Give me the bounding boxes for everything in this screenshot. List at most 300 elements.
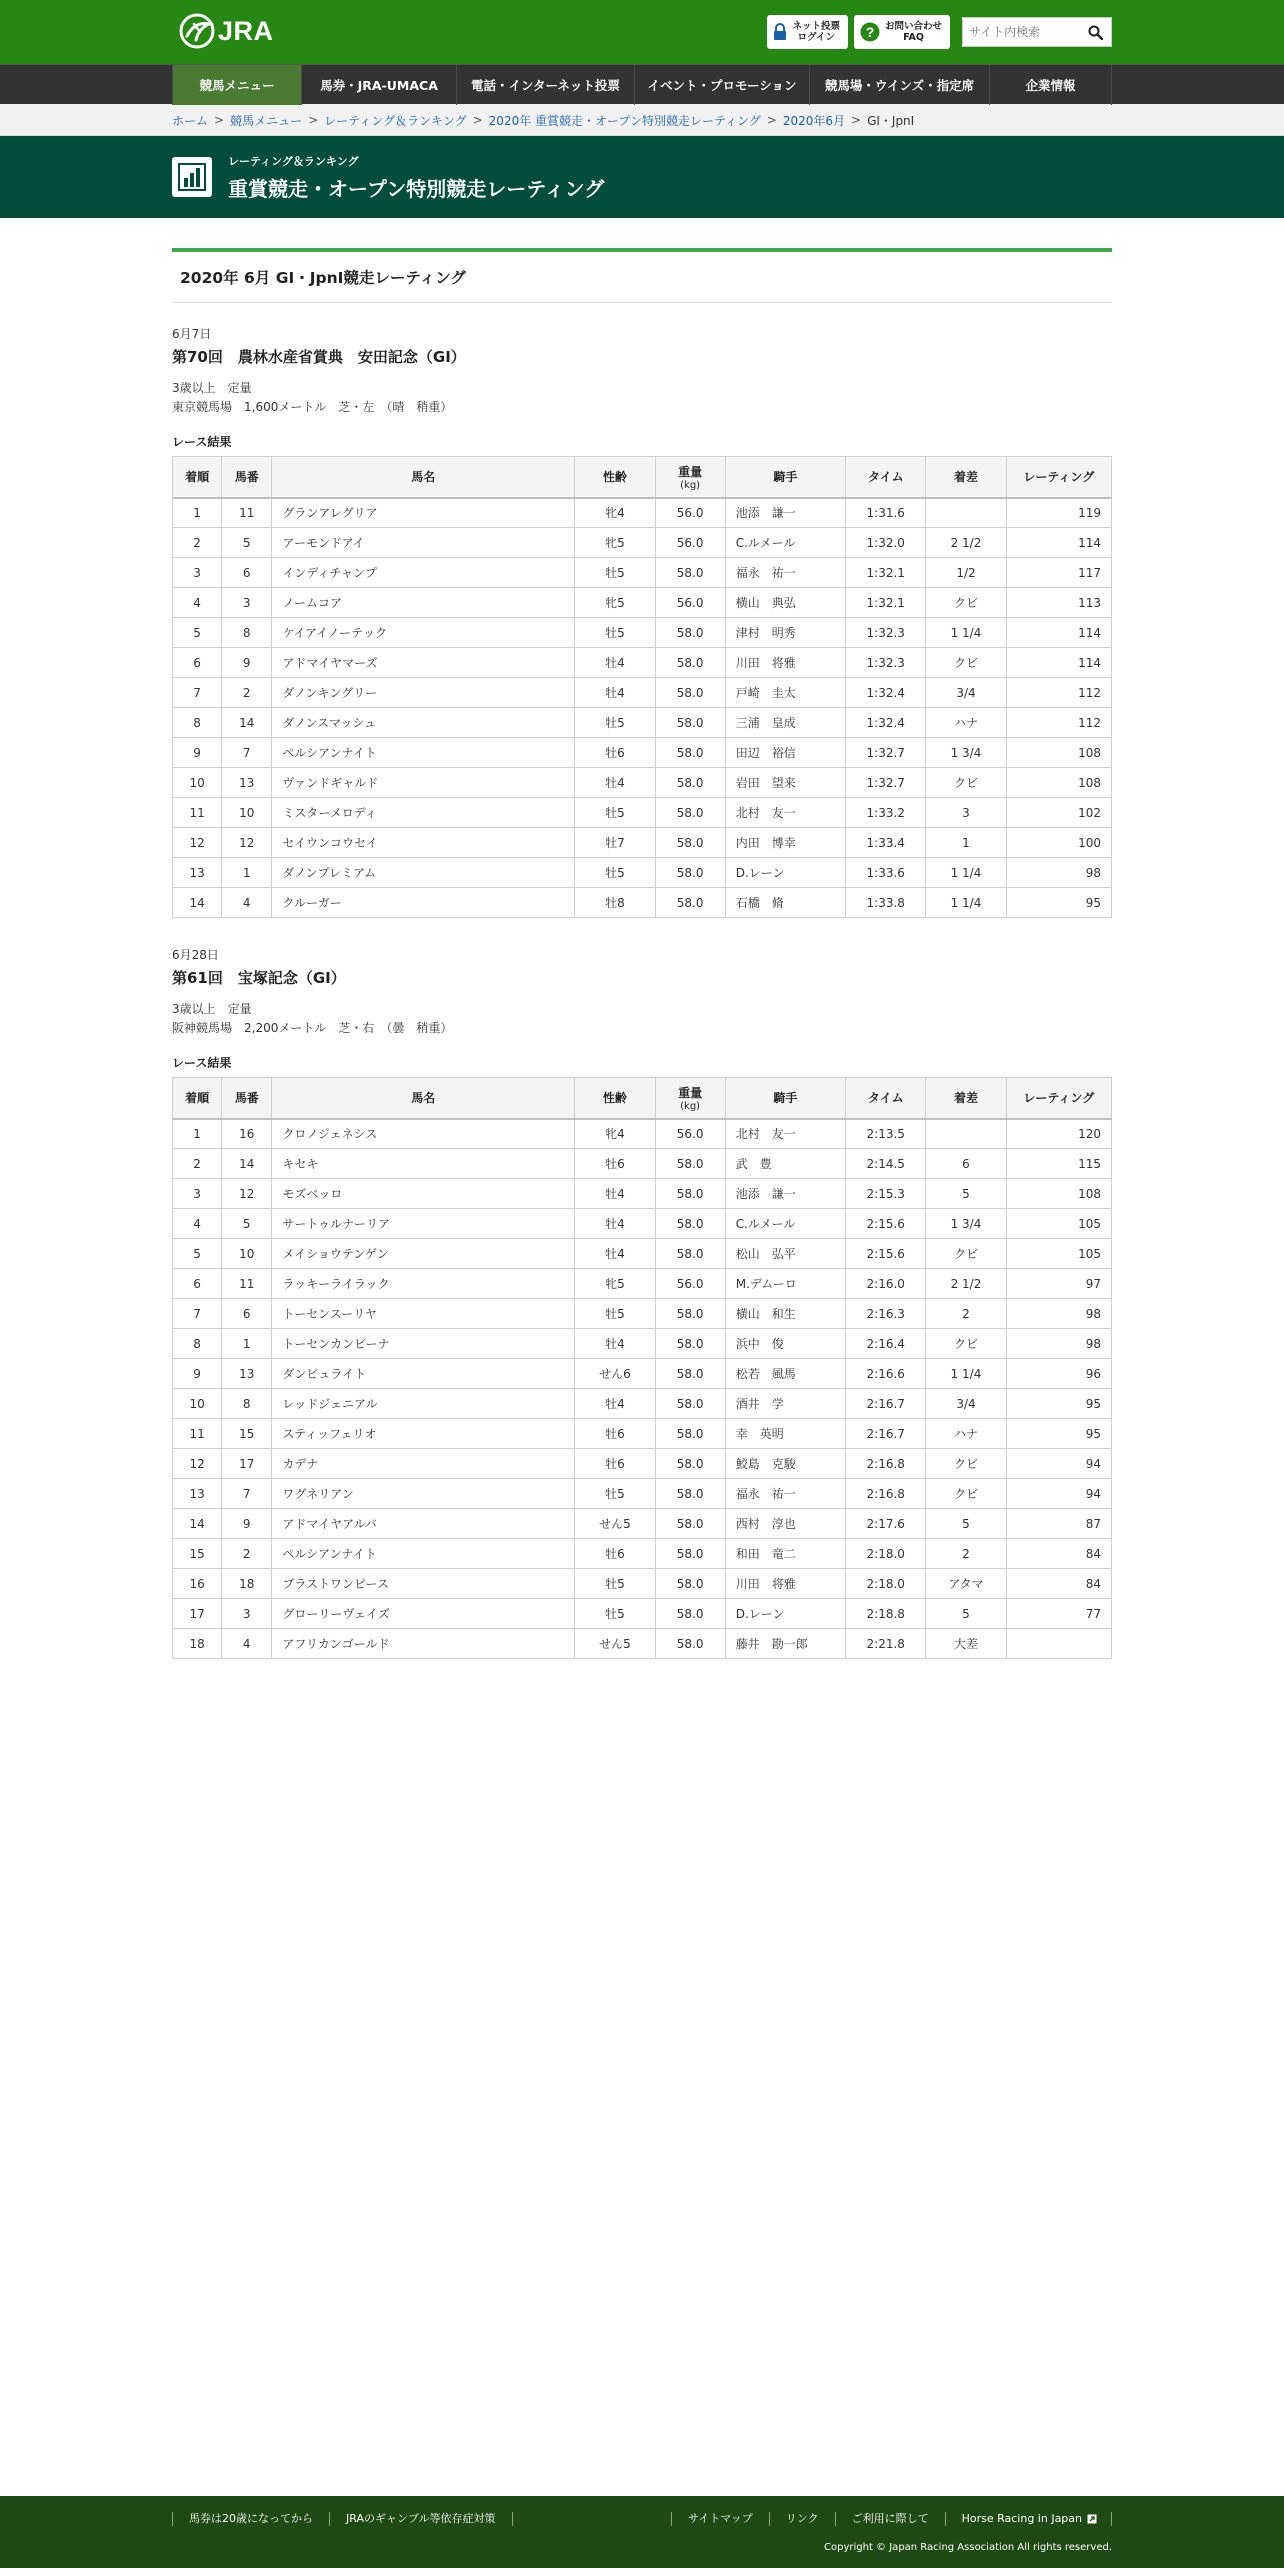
header-rank: 着順: [173, 457, 222, 498]
cell-horse-number: 9: [222, 648, 272, 678]
bar-chart-icon: [172, 157, 212, 197]
cell-horse-number: 3: [222, 1599, 272, 1629]
cell-horse-name: グローリーヴェイズ: [272, 1599, 575, 1629]
cell-sex-age: 牡7: [575, 828, 655, 858]
cell-horse-name: ダノンキングリー: [272, 678, 575, 708]
breadcrumb-current: GⅠ・JpnⅠ: [867, 113, 915, 128]
table-row: [173, 888, 1112, 918]
cell-jockey: 幸 英明: [725, 1419, 845, 1449]
cell-rank: 5: [173, 1239, 222, 1269]
cell-rating: 114: [1006, 528, 1111, 558]
cell-weight: 58.0: [655, 828, 725, 858]
race-date: 6月7日: [172, 327, 212, 341]
cell-horse-name: カデナ: [272, 1449, 575, 1479]
cell-horse-number: 3: [222, 588, 272, 618]
cell-time: 2:16.7: [846, 1389, 926, 1419]
table-row: [173, 618, 1112, 648]
cell-time: 1:32.3: [846, 648, 926, 678]
cell-margin: 3/4: [926, 1389, 1006, 1419]
cell-jockey: 武 豊: [725, 1149, 845, 1179]
cell-rating: 108: [1006, 768, 1111, 798]
cell-horse-number: 1: [222, 858, 272, 888]
header-rating: レーティング: [1006, 1078, 1111, 1119]
cell-horse-name: トーセンスーリヤ: [272, 1299, 575, 1329]
table-row: [173, 1509, 1112, 1539]
race-conditions: [172, 379, 1112, 417]
cell-time: 2:14.5: [846, 1149, 926, 1179]
header-jockey: 騎手: [725, 457, 845, 498]
table-row: [173, 1479, 1112, 1509]
cell-time: 2:18.0: [846, 1539, 926, 1569]
cell-weight: 58.0: [655, 1209, 725, 1239]
breadcrumb-separator: >: [308, 113, 319, 127]
cell-rating: 95: [1006, 1389, 1111, 1419]
header-time: タイム: [846, 457, 926, 498]
cell-margin: クビ: [926, 1329, 1006, 1359]
lock-icon: [773, 23, 787, 41]
cell-margin: 3/4: [926, 678, 1006, 708]
cell-time: 1:32.3: [846, 618, 926, 648]
cell-sex-age: 牝4: [575, 498, 655, 528]
footer-link-age-notice[interactable]: 馬券は20歳になってから: [172, 2512, 329, 2526]
footer-link-gambling-measures[interactable]: JRAのギャンブル等依存症対策: [329, 2512, 513, 2526]
breadcrumb: [0, 104, 1284, 136]
race-result-table: [172, 456, 1112, 918]
cell-margin: 5: [926, 1509, 1006, 1539]
cell-weight: 58.0: [655, 1539, 725, 1569]
nav-item-phone-internet[interactable]: 電話・インターネット投票: [457, 65, 635, 105]
cell-horse-name: クロノジェネシス: [272, 1119, 575, 1149]
table-row: [173, 1149, 1112, 1179]
cell-jockey: 三浦 皇成: [725, 708, 845, 738]
table-row: [173, 858, 1112, 888]
cell-margin: 1 1/4: [926, 1359, 1006, 1389]
nav-item-events[interactable]: イベント・プロモーション: [635, 65, 810, 105]
cell-horse-name: ダノンスマッシュ: [272, 708, 575, 738]
cell-horse-number: 6: [222, 558, 272, 588]
cell-rating: 114: [1006, 648, 1111, 678]
faq-button[interactable]: [854, 15, 950, 49]
cell-rating: 112: [1006, 678, 1111, 708]
cell-horse-name: サートゥルナーリア: [272, 1209, 575, 1239]
cell-jockey: 岩田 望来: [725, 768, 845, 798]
cell-margin: 1: [926, 828, 1006, 858]
svg-text:?: ?: [865, 24, 875, 40]
logo-text: JRA: [218, 15, 274, 46]
cell-weight: 56.0: [655, 588, 725, 618]
cell-rating: 77: [1006, 1599, 1111, 1629]
cell-sex-age: 牡5: [575, 1299, 655, 1329]
nav-item-baken[interactable]: 馬券・JRA-UMACA: [302, 65, 457, 105]
header-weight: [655, 457, 725, 498]
external-link-icon: [1087, 2514, 1097, 2524]
race-result-table: [172, 1077, 1112, 1659]
cell-sex-age: 牝5: [575, 1269, 655, 1299]
cell-horse-number: 6: [222, 1299, 272, 1329]
header-num: 馬番: [222, 1078, 272, 1119]
cell-jockey: 藤井 勘一郎: [725, 1629, 845, 1659]
cell-time: 2:16.7: [846, 1419, 926, 1449]
cell-horse-name: モズベッロ: [272, 1179, 575, 1209]
table-header-row: [173, 457, 1112, 498]
cell-horse-name: インディチャンプ: [272, 558, 575, 588]
table-row: [173, 1359, 1112, 1389]
cell-horse-name: ダノンプレミアム: [272, 858, 575, 888]
race-section: [172, 325, 1112, 918]
cell-weight: 58.0: [655, 1299, 725, 1329]
cell-jockey: 松山 弘平: [725, 1239, 845, 1269]
race-conditions: [172, 1000, 1112, 1038]
table-row: [173, 1629, 1112, 1659]
cell-weight: 58.0: [655, 1479, 725, 1509]
cell-sex-age: 牡4: [575, 1209, 655, 1239]
footer-link-horse-racing-in-japan[interactable]: [945, 2512, 1112, 2526]
jra-logo-mark-icon: [178, 12, 216, 50]
cell-rank: 13: [173, 1479, 222, 1509]
cell-time: 1:33.4: [846, 828, 926, 858]
cell-rank: 8: [173, 708, 222, 738]
cell-rating: 108: [1006, 738, 1111, 768]
header-time: タイム: [846, 1078, 926, 1119]
cell-jockey: 北村 友一: [725, 798, 845, 828]
cell-horse-number: 17: [222, 1449, 272, 1479]
cell-time: 1:32.4: [846, 708, 926, 738]
cell-sex-age: 牡4: [575, 648, 655, 678]
cell-time: 2:15.3: [846, 1179, 926, 1209]
race-result-label: レース結果: [172, 435, 232, 449]
cell-jockey: 酒井 学: [725, 1389, 845, 1419]
cell-horse-number: 11: [222, 1269, 272, 1299]
cell-sex-age: 牡6: [575, 1149, 655, 1179]
nav-item-corporate[interactable]: 企業情報: [990, 65, 1112, 105]
race-condition-course: 東京競馬場 1,600メートル 芝・左 （晴 稍重）: [172, 400, 453, 414]
cell-rating: 102: [1006, 798, 1111, 828]
cell-horse-number: 5: [222, 1209, 272, 1239]
cell-horse-number: 8: [222, 1389, 272, 1419]
cell-rank: 6: [173, 648, 222, 678]
cell-weight: 58.0: [655, 738, 725, 768]
cell-weight: 58.0: [655, 1419, 725, 1449]
nav-item-racecourse[interactable]: 競馬場・ウインズ・指定席: [810, 65, 990, 105]
cell-horse-number: 10: [222, 1239, 272, 1269]
cell-sex-age: 牡4: [575, 1239, 655, 1269]
breadcrumb-separator: >: [851, 113, 862, 127]
cell-jockey: 池添 謙一: [725, 1179, 845, 1209]
cell-rank: 15: [173, 1539, 222, 1569]
cell-jockey: C.ルメール: [725, 528, 845, 558]
races-container: [172, 325, 1112, 1659]
cell-margin: 3: [926, 798, 1006, 828]
page-title-band: [0, 136, 1284, 218]
table-row: [173, 528, 1112, 558]
breadcrumb-2020-ratings[interactable]: 2020年 重賞競走・オープン特別競走レーティング: [488, 113, 761, 128]
cell-time: 2:16.8: [846, 1449, 926, 1479]
cell-horse-number: 8: [222, 618, 272, 648]
cell-rating: 100: [1006, 828, 1111, 858]
cell-jockey: 戸崎 圭太: [725, 678, 845, 708]
cell-time: 2:15.6: [846, 1239, 926, 1269]
cell-rank: 9: [173, 738, 222, 768]
cell-horse-name: アフリカンゴールド: [272, 1629, 575, 1659]
cell-horse-name: クルーガー: [272, 888, 575, 918]
cell-rank: 2: [173, 528, 222, 558]
cell-time: 2:17.6: [846, 1509, 926, 1539]
cell-jockey: 福永 祐一: [725, 1479, 845, 1509]
net-vote-label-2: ログイン: [797, 32, 835, 43]
cell-sex-age: 牝5: [575, 528, 655, 558]
cell-sex-age: 牡5: [575, 708, 655, 738]
cell-horse-name: セイウンコウセイ: [272, 828, 575, 858]
cell-time: 1:32.4: [846, 678, 926, 708]
table-row: [173, 828, 1112, 858]
cell-jockey: M.デムーロ: [725, 1269, 845, 1299]
cell-sex-age: 牡6: [575, 1539, 655, 1569]
cell-sex-age: 牡5: [575, 1599, 655, 1629]
cell-horse-number: 10: [222, 798, 272, 828]
cell-margin: 1/2: [926, 558, 1006, 588]
cell-rating: 94: [1006, 1449, 1111, 1479]
header-weight-label: 重量: [678, 464, 703, 479]
cell-rating: 113: [1006, 588, 1111, 618]
cell-weight: 56.0: [655, 1119, 725, 1149]
race-result-label: レース結果: [172, 1056, 232, 1070]
cell-horse-number: 12: [222, 1179, 272, 1209]
cell-sex-age: 牡5: [575, 558, 655, 588]
breadcrumb-keiba-menu[interactable]: 競馬メニュー: [230, 113, 303, 128]
header-weight-unit: (kg): [680, 1100, 701, 1112]
cell-time: 2:16.0: [846, 1269, 926, 1299]
header-sexage: 性齢: [575, 457, 655, 498]
table-row: [173, 558, 1112, 588]
cell-jockey: 福永 祐一: [725, 558, 845, 588]
cell-time: 1:32.7: [846, 738, 926, 768]
table-row: [173, 1419, 1112, 1449]
cell-sex-age: 牡5: [575, 858, 655, 888]
table-row: [173, 1449, 1112, 1479]
cell-weight: 58.0: [655, 888, 725, 918]
cell-margin: 5: [926, 1179, 1006, 1209]
cell-sex-age: 牡6: [575, 1449, 655, 1479]
cell-horse-name: メイショウテンゲン: [272, 1239, 575, 1269]
table-row: [173, 1599, 1112, 1629]
race-section: [172, 946, 1112, 1659]
header-rank: 着順: [173, 1078, 222, 1119]
table-row: [173, 798, 1112, 828]
cell-sex-age: 牡4: [575, 1389, 655, 1419]
cell-rating: 95: [1006, 1419, 1111, 1449]
cell-sex-age: 牡8: [575, 888, 655, 918]
cell-time: 2:16.4: [846, 1329, 926, 1359]
table-row: [173, 1389, 1112, 1419]
net-vote-login-button[interactable]: [767, 15, 848, 49]
cell-margin: クビ: [926, 1239, 1006, 1269]
cell-sex-age: せん5: [575, 1629, 655, 1659]
cell-rating: 105: [1006, 1239, 1111, 1269]
race-condition-course: 阪神競馬場 2,200メートル 芝・右 （曇 稍重）: [172, 1021, 453, 1035]
global-nav: [0, 64, 1284, 104]
cell-rating: 94: [1006, 1479, 1111, 1509]
cell-horse-name: トーセンカンビーナ: [272, 1329, 575, 1359]
cell-margin: 2 1/2: [926, 1269, 1006, 1299]
cell-time: 1:32.7: [846, 768, 926, 798]
race-date: 6月28日: [172, 948, 219, 962]
cell-horse-number: 1: [222, 1329, 272, 1359]
cell-horse-name: ヴァンドギャルド: [272, 768, 575, 798]
cell-rank: 10: [173, 768, 222, 798]
cell-jockey: D.レーン: [725, 858, 845, 888]
cell-rank: 3: [173, 1179, 222, 1209]
cell-horse-name: アドマイヤアルバ: [272, 1509, 575, 1539]
footer-link-terms[interactable]: ご利用に際して: [835, 2512, 945, 2526]
table-row: [173, 708, 1112, 738]
cell-rating: 117: [1006, 558, 1111, 588]
table-row: [173, 1269, 1112, 1299]
cell-margin: クビ: [926, 768, 1006, 798]
breadcrumb-home[interactable]: ホーム: [172, 113, 209, 128]
cell-margin: 1 3/4: [926, 738, 1006, 768]
cell-sex-age: 牡5: [575, 1479, 655, 1509]
jra-logo[interactable]: [178, 12, 274, 50]
cell-horse-number: 7: [222, 1479, 272, 1509]
search-icon[interactable]: [1081, 25, 1109, 40]
cell-rank: 9: [173, 1359, 222, 1389]
cell-horse-name: レッドジェニアル: [272, 1389, 575, 1419]
cell-sex-age: 牡6: [575, 738, 655, 768]
cell-horse-number: 2: [222, 678, 272, 708]
cell-weight: 58.0: [655, 1449, 725, 1479]
breadcrumb-separator: >: [214, 113, 225, 127]
header-margin: 着差: [926, 1078, 1006, 1119]
cell-jockey: 川田 将雅: [725, 1569, 845, 1599]
cell-horse-number: 9: [222, 1509, 272, 1539]
cell-time: 1:33.6: [846, 858, 926, 888]
nav-item-keiba-menu[interactable]: 競馬メニュー: [172, 65, 302, 105]
cell-time: 1:32.1: [846, 558, 926, 588]
header-rating: レーティング: [1006, 457, 1111, 498]
table-row: [173, 498, 1112, 528]
cell-margin: アタマ: [926, 1569, 1006, 1599]
table-row: [173, 678, 1112, 708]
cell-rating: [1006, 1629, 1111, 1659]
header-name: 馬名: [272, 457, 575, 498]
site-footer: [0, 2496, 1284, 2568]
cell-rating: 98: [1006, 858, 1111, 888]
cell-horse-number: 14: [222, 1149, 272, 1179]
cell-rating: 98: [1006, 1299, 1111, 1329]
cell-jockey: 池添 謙一: [725, 498, 845, 528]
cell-sex-age: 牡5: [575, 618, 655, 648]
copyright: Copyright © Japan Racing Association All rights reserved.: [824, 2542, 1112, 2553]
cell-weight: 56.0: [655, 1269, 725, 1299]
cell-horse-number: 16: [222, 1119, 272, 1149]
cell-margin: ハナ: [926, 1419, 1006, 1449]
header-num: 馬番: [222, 457, 272, 498]
cell-rank: 5: [173, 618, 222, 648]
cell-jockey: 横山 和生: [725, 1299, 845, 1329]
cell-jockey: 石橋 脩: [725, 888, 845, 918]
table-row: [173, 1179, 1112, 1209]
cell-jockey: 川田 将雅: [725, 648, 845, 678]
breadcrumb-separator: >: [766, 113, 777, 127]
cell-horse-number: 13: [222, 768, 272, 798]
cell-sex-age: 牡4: [575, 1179, 655, 1209]
question-icon: [860, 22, 880, 42]
cell-jockey: 内田 博幸: [725, 828, 845, 858]
cell-horse-name: ワグネリアン: [272, 1479, 575, 1509]
cell-time: 1:31.6: [846, 498, 926, 528]
cell-margin: クビ: [926, 588, 1006, 618]
cell-margin: クビ: [926, 1449, 1006, 1479]
breadcrumb-2020-june[interactable]: 2020年6月: [782, 113, 845, 128]
cell-sex-age: 牡5: [575, 798, 655, 828]
header-name: 馬名: [272, 1078, 575, 1119]
table-row: [173, 1299, 1112, 1329]
cell-sex-age: 牡6: [575, 1419, 655, 1449]
footer-link-links[interactable]: リンク: [769, 2512, 835, 2526]
cell-jockey: D.レーン: [725, 1599, 845, 1629]
race-name: 第61回 宝塚記念（GⅠ）: [172, 969, 346, 987]
table-row: [173, 1209, 1112, 1239]
cell-horse-number: 13: [222, 1359, 272, 1389]
cell-time: 1:32.1: [846, 588, 926, 618]
footer-link-sitemap[interactable]: サイトマップ: [671, 2512, 769, 2526]
table-row: [173, 768, 1112, 798]
cell-jockey: 松若 風馬: [725, 1359, 845, 1389]
breadcrumb-rating-ranking[interactable]: レーティング＆ランキング: [324, 113, 467, 128]
table-row: [173, 588, 1112, 618]
cell-time: 2:18.0: [846, 1569, 926, 1599]
cell-jockey: 西村 淳也: [725, 1509, 845, 1539]
cell-horse-name: ラッキーライラック: [272, 1269, 575, 1299]
cell-rank: 7: [173, 1299, 222, 1329]
cell-time: 1:33.2: [846, 798, 926, 828]
cell-sex-age: 牡4: [575, 1329, 655, 1359]
cell-margin: [926, 1119, 1006, 1149]
cell-rank: 4: [173, 588, 222, 618]
cell-rank: 18: [173, 1629, 222, 1659]
cell-margin: 1 1/4: [926, 858, 1006, 888]
cell-rating: 114: [1006, 618, 1111, 648]
cell-horse-name: ダンビュライト: [272, 1359, 575, 1389]
cell-horse-name: アドマイヤマーズ: [272, 648, 575, 678]
cell-horse-name: ブラストワンピース: [272, 1569, 575, 1599]
cell-horse-name: スティッフェリオ: [272, 1419, 575, 1449]
cell-sex-age: 牡5: [575, 1569, 655, 1599]
cell-sex-age: 牝4: [575, 1119, 655, 1149]
site-search: [962, 17, 1112, 47]
cell-margin: 5: [926, 1599, 1006, 1629]
cell-weight: 58.0: [655, 768, 725, 798]
cell-weight: 58.0: [655, 858, 725, 888]
cell-rating: 112: [1006, 708, 1111, 738]
main-content: [0, 218, 1284, 1659]
cell-rank: 12: [173, 1449, 222, 1479]
cell-time: 1:33.8: [846, 888, 926, 918]
cell-horse-number: 4: [222, 1629, 272, 1659]
cell-weight: 58.0: [655, 1239, 725, 1269]
cell-time: 2:16.6: [846, 1359, 926, 1389]
cell-rank: 16: [173, 1569, 222, 1599]
search-input[interactable]: [963, 19, 1081, 45]
cell-rank: 14: [173, 1509, 222, 1539]
cell-sex-age: 牡4: [575, 678, 655, 708]
cell-weight: 58.0: [655, 708, 725, 738]
cell-time: 1:32.0: [846, 528, 926, 558]
section-title: 2020年 6月 GⅠ・JpnⅠ競走レーティング: [172, 248, 1112, 303]
cell-horse-name: アーモンドアイ: [272, 528, 575, 558]
cell-rating: 97: [1006, 1269, 1111, 1299]
cell-weight: 58.0: [655, 1569, 725, 1599]
